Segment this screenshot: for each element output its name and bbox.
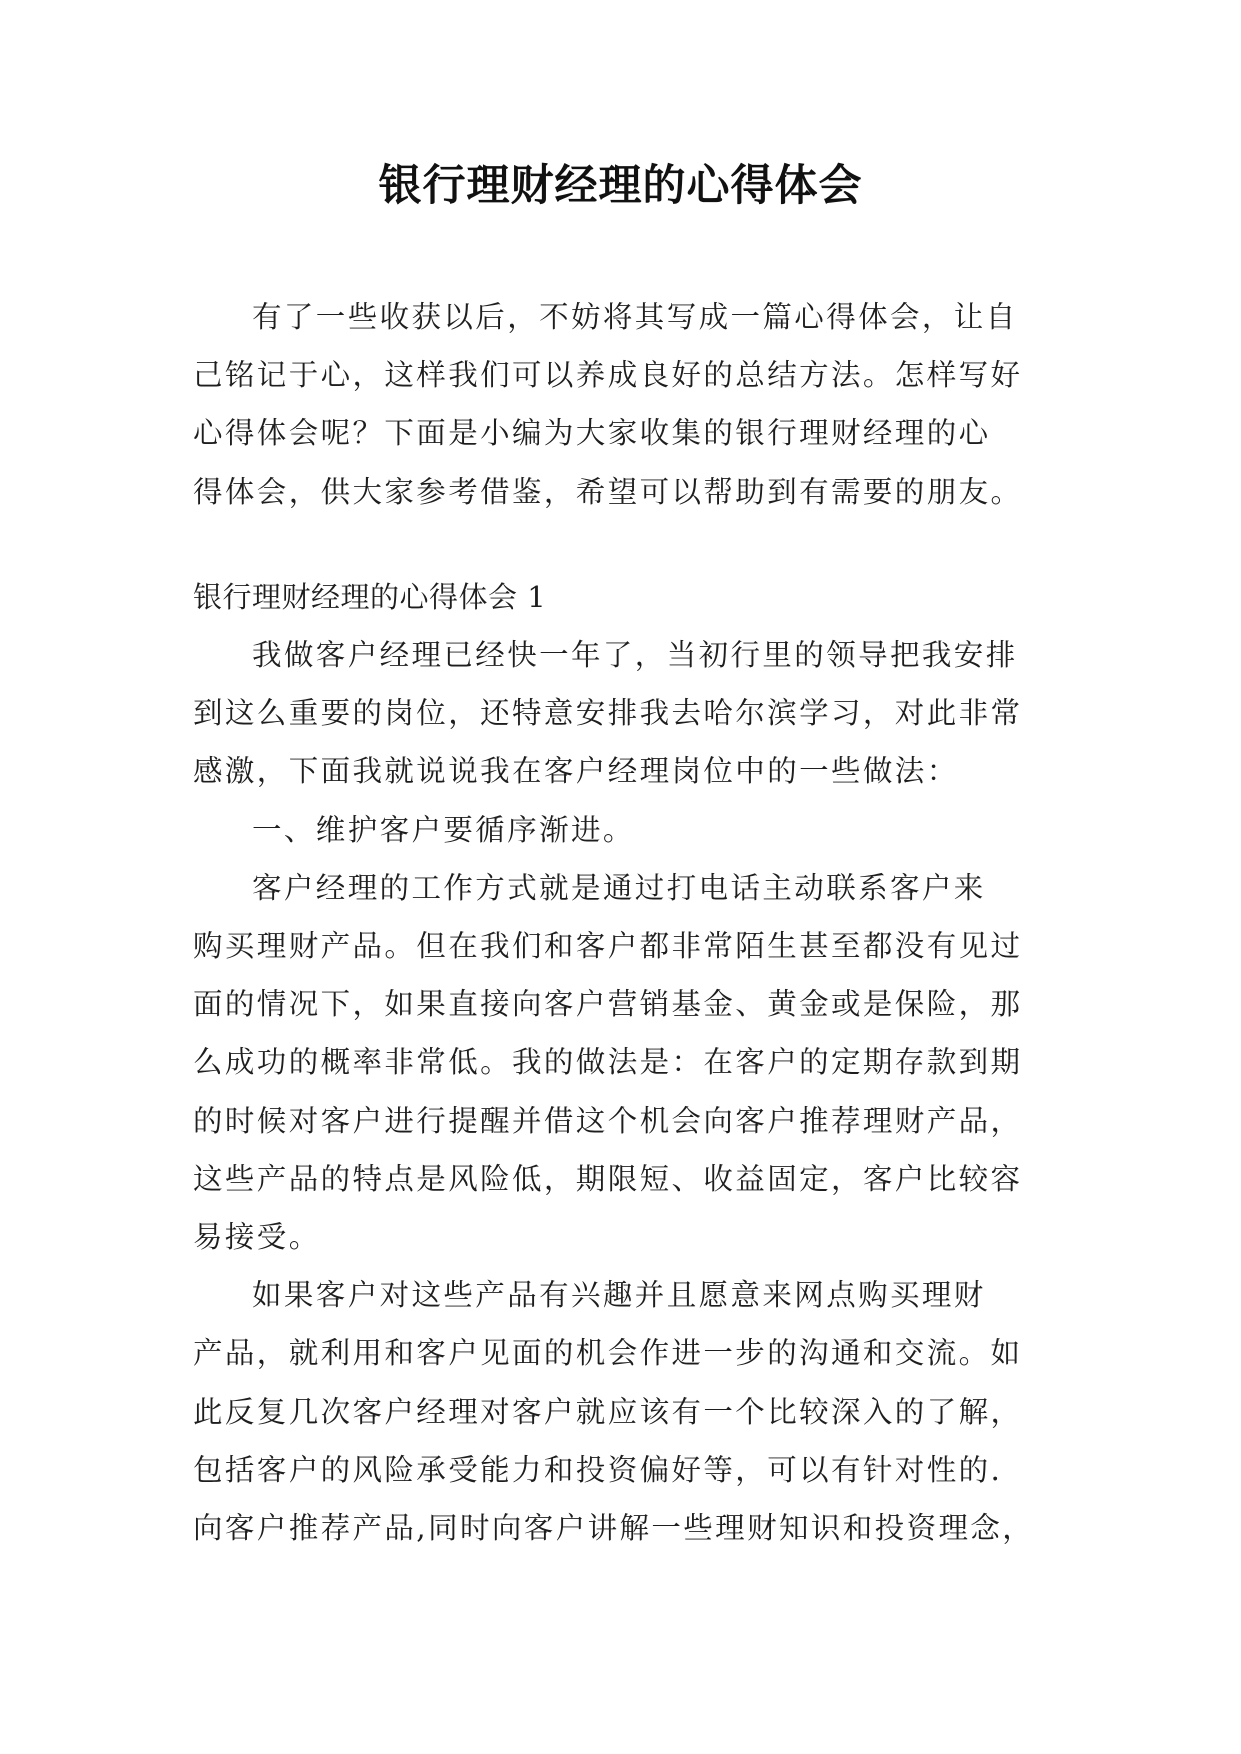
intro-paragraph xyxy=(193,288,1053,521)
paragraph xyxy=(193,1266,1053,1557)
paragraph-line: 购买理财产品。但在我们和客户都非常陌生甚至都没有见过 xyxy=(193,929,1023,964)
intro-line: 心得体会呢？下面是小编为大家收集的银行理财经理的心 xyxy=(193,416,991,451)
intro-line: 得体会，供大家参考借鉴，希望可以帮助到有需要的朋友。 xyxy=(193,474,1023,509)
paragraph-line: 易接受。 xyxy=(193,1220,321,1255)
paragraph-line: 向客户推荐产品,同时向客户讲解一些理财知识和投资理念， xyxy=(193,1511,1035,1546)
paragraph-line: 的时候对客户进行提醒并借这个机会向客户推荐理财产品， xyxy=(193,1103,1023,1138)
document-title: 银行理财经理的心得体会 xyxy=(378,161,863,211)
paragraph-line: 如果客户对这些产品有兴趣并且愿意来网点购买理财 xyxy=(252,1278,986,1313)
document-body xyxy=(193,288,1053,1557)
paragraph-line: 我做客户经理已经快一年了，当初行里的领导把我安排 xyxy=(252,638,1018,673)
paragraph-line: 么成功的概率非常低。我的做法是：在客户的定期存款到期 xyxy=(193,1045,1023,1080)
paragraph-line: 到这么重要的岗位，还特意安排我去哈尔滨学习，对此非常 xyxy=(193,696,1023,731)
paragraph xyxy=(193,801,1053,859)
paragraph-line: 产品，就利用和客户见面的机会作进一步的沟通和交流。如 xyxy=(193,1336,1023,1371)
paragraph xyxy=(193,859,1053,1266)
paragraph-line: 客户经理的工作方式就是通过打电话主动联系客户来 xyxy=(252,870,986,905)
paragraph-line: 此反复几次客户经理对客户就应该有一个比较深入的了解， xyxy=(193,1394,1023,1429)
paragraph xyxy=(193,626,1053,801)
paragraph-line: 感激，下面我就说说我在客户经理岗位中的一些做法： xyxy=(193,754,959,789)
intro-line: 己铭记于心，这样我们可以养成良好的总结方法。怎样写好 xyxy=(193,358,1023,393)
paragraph-line: 包括客户的风险承受能力和投资偏好等，可以有针对性的. xyxy=(193,1452,1003,1487)
paragraph-line: 面的情况下，如果直接向客户营销基金、黄金或是保险，那 xyxy=(193,987,1023,1022)
intro-line: 有了一些收获以后，不妨将其写成一篇心得体会，让自 xyxy=(252,300,1018,334)
spacer xyxy=(193,521,1053,568)
section-heading: 银行理财经理的心得体会 1 xyxy=(193,579,547,614)
paragraph-line: 这些产品的特点是风险低，期限短、收益固定，客户比较容 xyxy=(193,1161,1023,1196)
paragraph-line: 一、维护客户要循序渐进。 xyxy=(252,812,635,847)
